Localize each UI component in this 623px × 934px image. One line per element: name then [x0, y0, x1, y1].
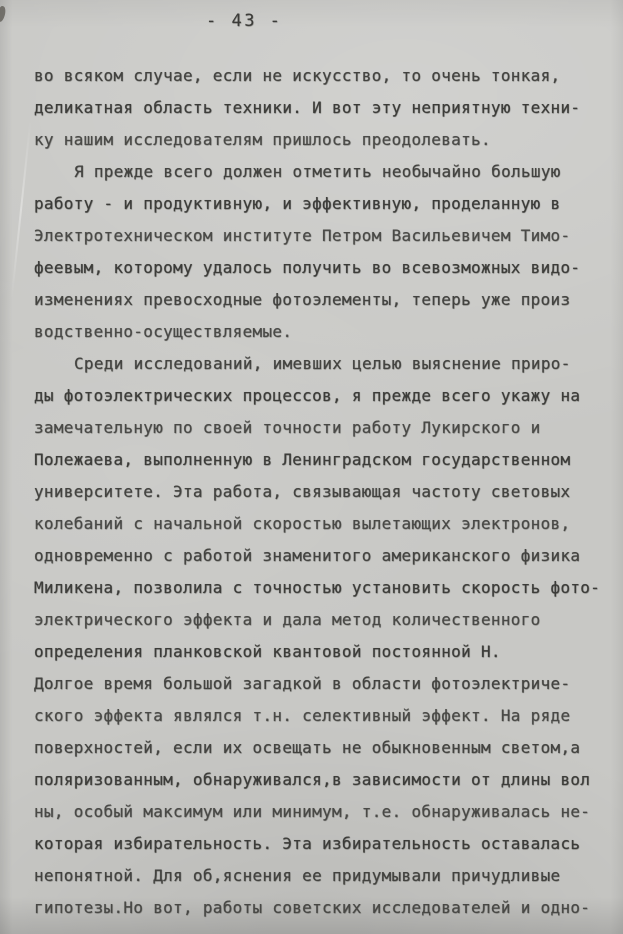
text-line: гипотезы.Но вот, работы советских исследователей и одно-: [34, 898, 591, 917]
text-line: замечательную по своей точности работу Лукирского и: [34, 418, 541, 437]
text-line: ского эффекта являлся т.н. селективный эффект. На ряде: [34, 706, 571, 725]
text-line: изменениях превосходные фотоэлементы, теперь уже произ: [34, 290, 571, 309]
text-line: одновременно с работой знаменитого американского физика: [34, 546, 581, 565]
text-line: работу - и продуктивную, и эффективную, проделанную в: [34, 194, 561, 213]
text-line: Миликена, позволила с точностью установить скорость фото-: [34, 578, 601, 597]
paragraph: [34, 156, 616, 348]
text-line: Я прежде всего должен отметить необычайно большую: [74, 162, 561, 181]
text-line: водственно-осуществляемые.: [34, 322, 293, 341]
text-line: ны, особый максимум или минимум, т.е. обнаруживалась не-: [34, 802, 591, 821]
text-line: Долгое время большой загадкой в области фотоэлектриче-: [34, 674, 571, 693]
text-line: Электротехническом институте Петром Васильевичем Тимо-: [34, 226, 571, 245]
text-line: Полежаева, выполненную в Ленинградском государственном: [34, 450, 571, 469]
text-line: поверхностей, если их освещать не обыкновенным светом,а: [34, 738, 581, 757]
text-line: определения планковской квантовой постоянной Н.: [34, 642, 501, 661]
text-line: ды фотоэлектрических процессов, я прежде всего укажу на: [34, 386, 581, 405]
page-number: - 43 -: [206, 11, 283, 31]
paragraph: [34, 348, 616, 924]
text-line: электрического эффекта и дала метод количественного: [34, 610, 541, 629]
text-line: колебаний с начальной скоростью вылетающих электронов,: [34, 514, 571, 533]
paragraph: [34, 60, 616, 156]
text-line: деликатная область техники. И вот эту неприятную техни-: [34, 98, 581, 117]
text-line: Среди исследований, имевших целью выяснение приро-: [74, 354, 571, 373]
scan-artifact-corner: [0, 5, 7, 22]
text-line: во всяком случае, если не искусство, то очень тонкая,: [34, 66, 561, 85]
text-line: ку нашим исследователям пришлось преодолевать.: [34, 130, 491, 149]
text-line: непонятной. Для об,яснения ее придумывали причудливые: [34, 866, 561, 885]
text-line: феевым, которому удалось получить во всевозможных видо-: [34, 258, 581, 277]
text-line: которая избирательность. Эта избирательность оставалась: [34, 834, 581, 853]
scan-crease: [11, 120, 32, 299]
text-line: поляризованным, обнаруживался,в зависимости от длины вол: [34, 770, 591, 789]
text-block: [34, 60, 616, 924]
text-line: университете. Эта работа, связывающая частоту световых: [34, 482, 571, 501]
